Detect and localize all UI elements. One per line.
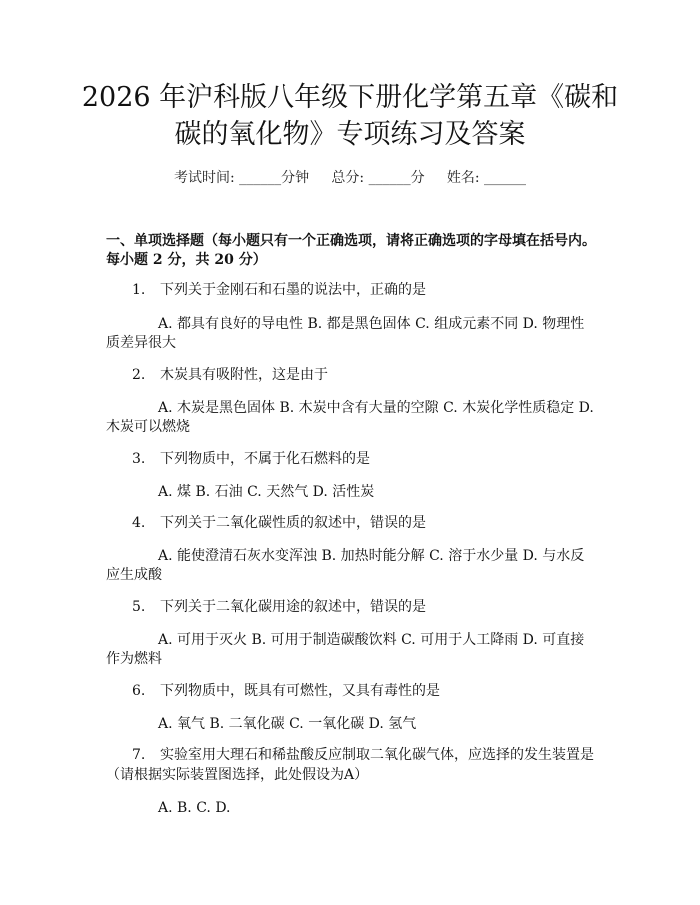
question-5: [132, 597, 426, 617]
question-7-options-line-1: A. B. C. D.: [158, 800, 231, 816]
question-1: [132, 280, 426, 300]
question-3: [132, 449, 370, 469]
question-text: 下列关于二氧化碳用途的叙述中，错误的是: [160, 599, 426, 615]
question-number: 1.: [132, 282, 146, 298]
question-number: 6.: [132, 683, 146, 699]
question-text: 实验室用大理石和稀盐酸反应制取二氧化碳气体，应选择的发生装置是: [160, 747, 594, 763]
question-4: [132, 513, 426, 533]
exam-info-line: 考试时间: ______分钟 总分: ______分 姓名: ______: [173, 170, 526, 186]
question-text: 下列物质中，不属于化石燃料的是: [160, 451, 370, 467]
question-2: [132, 365, 328, 385]
document-title-line-1: 2026 年沪科版八年级下册化学第五章《碳和: [81, 82, 619, 113]
question-1-options-line-2: 质差异很大: [106, 335, 176, 351]
document-title-line-2: 碳的氧化物》专项练习及答案: [174, 119, 526, 150]
question-number: 4.: [132, 515, 146, 531]
question-text: 下列关于金刚石和石墨的说法中，正确的是: [160, 282, 426, 298]
question-text: 木炭具有吸附性，这是由于: [160, 367, 328, 383]
section-heading-line-2: 每小题 2 分，共 20 分）: [106, 252, 267, 268]
section-heading-line-1: 一、单项选择题（每小题只有一个正确选项，请将正确选项的字母填在括号内。: [106, 233, 596, 249]
question-4-options-line-2: 应生成酸: [106, 567, 162, 583]
question-number: 7.: [132, 747, 146, 763]
question-number: 5.: [132, 599, 146, 615]
question-5-options-line-2: 作为燃料: [106, 651, 162, 667]
question-number: 2.: [132, 367, 146, 383]
question-7: [132, 745, 594, 765]
question-6-options-line-1: A. 氧气 B. 二氧化碳 C. 一氧化碳 D. 氢气: [158, 716, 417, 732]
question-7-text-line-2: （请根据实际装置图选择，此处假设为A）: [106, 767, 369, 783]
question-2-options-line-1: A. 木炭是黑色固体 B. 木炭中含有大量的空隙 C. 木炭化学性质稳定 D.: [158, 400, 594, 416]
question-text: 下列关于二氧化碳性质的叙述中，错误的是: [160, 515, 426, 531]
question-1-options-line-1: A. 都具有良好的导电性 B. 都是黑色固体 C. 组成元素不同 D. 物理性: [158, 316, 585, 332]
question-text: 下列物质中，既具有可燃性，又具有毒性的是: [160, 683, 440, 699]
question-number: 3.: [132, 451, 146, 467]
question-5-options-line-1: A. 可用于灭火 B. 可用于制造碳酸饮料 C. 可用于人工降雨 D. 可直接: [158, 632, 585, 648]
question-4-options-line-1: A. 能使澄清石灰水变浑浊 B. 加热时能分解 C. 溶于水少量 D. 与水反: [158, 548, 585, 564]
question-2-options-line-2: 木炭可以燃烧: [106, 419, 190, 435]
question-3-options-line-1: A. 煤 B. 石油 C. 天然气 D. 活性炭: [158, 484, 375, 500]
question-6: [132, 681, 440, 701]
